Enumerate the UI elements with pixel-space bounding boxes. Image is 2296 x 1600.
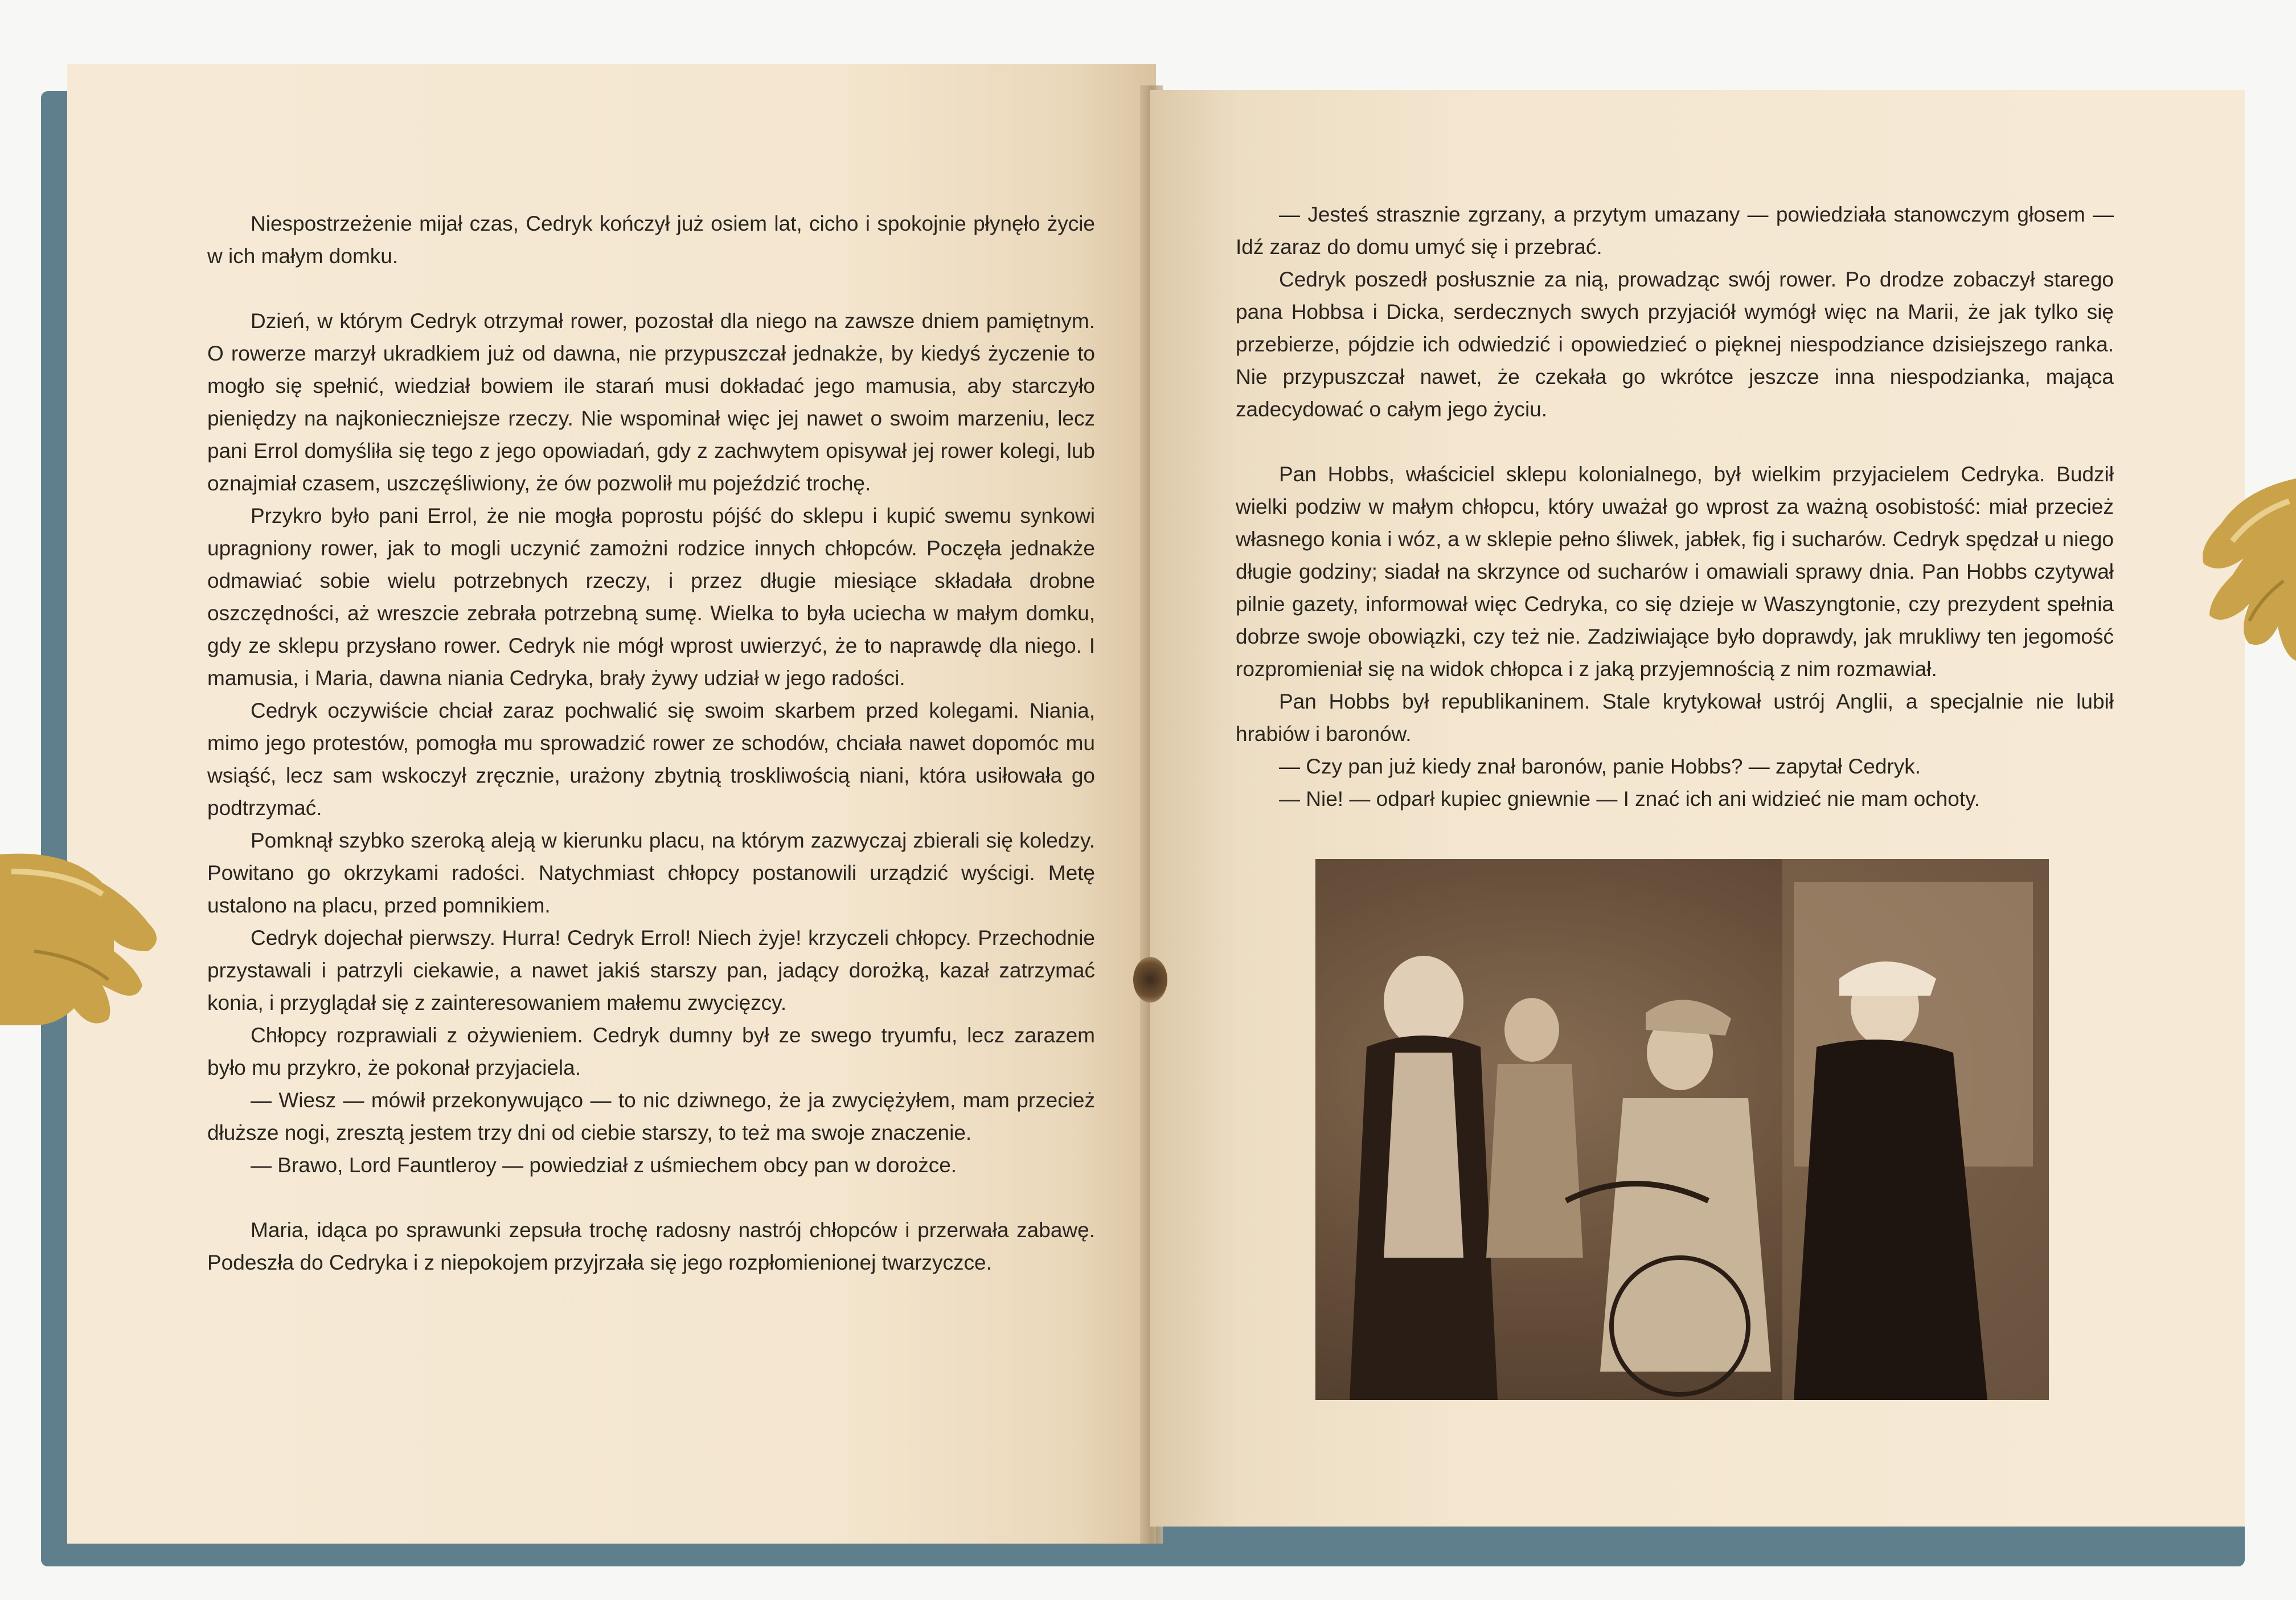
illustration-drawing [1315, 859, 2049, 1400]
dialogue-line: — Brawo, Lord Fauntleroy — powiedział z uśmiechem obcy pan w dorożce. [251, 1153, 957, 1177]
paragraph: Cedryk oczywiście chciał zaraz pochwalić się swoim skarbem przed kolegami. Niania, mimo jego protestów, pomogła mu sprowadzić rower ze schodów, chciała nawet dopomóc mu wsiąść, lecz sam wskoczył zręcznie, urażony zbytnią troskliwością niani, która usiłowała go podtrzymać. [207, 699, 1095, 820]
paragraph: Cedryk poszedł posłusznie za nią, prowadząc swój rower. Po drodze zobaczył starego pana Hobbsa i Dicka, serdecznych swych przyjaciół wymógł więc na Marii, że jak tylko się przebierze, pójdzie ich odwiedzić i opowiedzieć o pięknej niespodziance dzisiejszego ranka. Nie przypuszczał nawet, że czekała go wkrótce jeszcze inna niespodzianka, mająca zadecydować o całym jego życiu. [1236, 268, 2114, 421]
illustration-photo [1315, 859, 2049, 1400]
paragraph: Maria, idąca po sprawunki zepsuła trochę radosny nastrój chłopców i przerwała zabawę. Podeszła do Cedryka i z niepokojem przyjrzała się jego rozpłomienionej twarzyczce. [207, 1218, 1095, 1274]
paragraph: Pan Hobbs, właściciel sklepu kolonialnego, był wielkim przyjacielem Cedryka. Budził wielki podziw w małym chłopcu, który uważał go wprost za ważną osobistość: miał przecież własnego konia i wóz, a w sklepie pełno śliwek, jabłek, fig i sucharów. Cedryk spędzał u niego długie godziny; siadał na skrzynce od sucharów i omawiali sprawy dnia. Pan Hobbs czytywał pilnie gazety, informował więc Cedryka, co się dzieje w Waszyngtonie, czy prezydent spełnia dobrze swoje obowiązki, czy też nie. Zadziwiające było doprawdy, jak mrukliwy ten jegomość rozpromieniał się na widok chłopca i z jaką przyjemnością z nim rozmawiał. [1236, 463, 2114, 681]
left-page [67, 64, 1156, 1544]
dialogue-line: — Wiesz — mówił przekonywująco — to nic dziwnego, że ja zwyciężyłem, mam przecież dłuższe nogi, zresztą jestem trzy dni od ciebie starszy, to też ma swoje znaczenie. [207, 1089, 1095, 1144]
page-damage-hole [1133, 957, 1167, 1002]
paragraph: Przykro było pani Errol, że nie mogła poprostu pójść do sklepu i kupić swemu synkowi upragniony rower, jak to mogli uczynić zamożni rodzice innych chłopców. Poczęła jednakże odmawiać sobie wielu potrzebnych rzeczy, i przez długie miesiące składała drobne oszczędności, aż wreszcie zebrała potrzebną sumę. Wielka to była uciecha w małym domku, gdy ze sklepu przysłano rower. Cedryk nie mógł wprost uwierzyć, że to naprawdę dla niego. I mamusia, i Maria, dawna niania Cedryka, brały żywy udział w jego radości. [207, 504, 1095, 690]
paragraph: Pomknął szybko szeroką aleją w kierunku placu, na którym zazwyczaj zbierali się koledzy. Powitano go okrzykami radości. Natychmiast chłopcy postanowili urządzić wyścigi. Metę ustalono na placu, przed pomnikiem. [207, 829, 1095, 917]
paragraph: Niespostrzeżenie mijał czas, Cedryk kończył już osiem lat, cicho i spokojnie płynęło życie w ich małym domku. [207, 212, 1095, 268]
paragraph: Pan Hobbs był republikaninem. Stale krytykował ustrój Anglii, a specjalnie nie lubił hrabiów i baronów. [1236, 690, 2114, 746]
paragraph: Dzień, w którym Cedryk otrzymał rower, pozostał dla niego na zawsze dniem pamiętnym. O rowerze marzył ukradkiem już od dawna, nie przypuszczał jednakże, by kiedyś życzenie to mogło się spełnić, wiedział bowiem ile starań musi dokładać jego mamusia, aby starczyło pieniędzy na najkonieczniejsze rzeczy. Nie wspominał więc jej nawet o swoim marzeniu, lecz pani Errol domyśliła się tego z jego opowiadań, gdy z zachwytem opisywał jej rower kolegi, lub oznajmiał czasem, uszczęśliwiony, że ów pozwolił mu pojeździć trochę. [207, 309, 1095, 495]
dialogue-line: — Czy pan już kiedy znał baronów, panie Hobbs? — zapytał Cedryk. [1279, 755, 1921, 778]
dialogue-line: — Nie! — odparł kupiec gniewnie — I znać ich ani widzieć nie mam ochoty. [1279, 787, 1981, 811]
right-brass-page-holder-icon [2198, 467, 2296, 706]
dialogue-line: — Jesteś strasznie zgrzany, a przytym umazany — powiedziała stanowczym głosem — Idź zaraz do domu umyć się i przebrać. [1236, 203, 2114, 259]
paragraph: Cedryk dojechał pierwszy. Hurra! Cedryk Errol! Niech żyje! krzyczeli chłopcy. Przechodnie przystawali i patrzyli ciekawie, a nawet jakiś starszy pan, jadący dorożką, kazał zatrzymać konia, i przyglądał się z zainteresowaniem małemu zwycięzcy. [207, 926, 1095, 1014]
paragraph: Chłopcy rozprawiali z ożywieniem. Cedryk dumny był ze swego tryumfu, lecz zarazem było mu przykro, że pokonał przyjaciela. [207, 1024, 1095, 1079]
left-brass-page-holder-icon [0, 837, 171, 1054]
